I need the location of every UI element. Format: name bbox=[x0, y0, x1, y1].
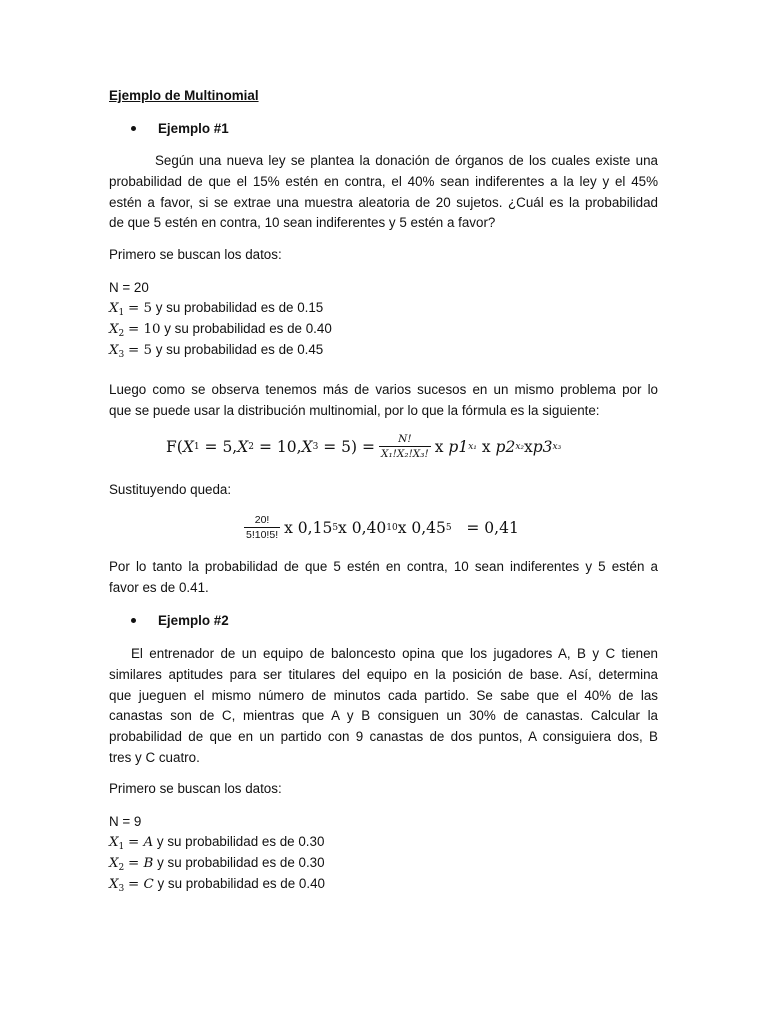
conclusion-line: favor es de 0.41. bbox=[109, 579, 209, 595]
example1-statement bbox=[109, 151, 658, 234]
example2-variable-row: $X_2 = B$ y su probabilidad es de 0.30 bbox=[109, 855, 325, 873]
example1-subst-intro: Sustituyendo queda: bbox=[109, 482, 232, 497]
example1-n-line: N = 20 bbox=[109, 280, 149, 295]
example1-variable-row: $X_3 = 5$ y su probabilidad es de 0.45 bbox=[109, 342, 324, 360]
example1-conclusion bbox=[109, 557, 658, 599]
example1-variable-row: $X_1 = 5$ y su probabilidad es de 0.15 bbox=[109, 300, 324, 318]
explanation-line: que se puede usar la distribución multinomial, por lo que la fórmula es la siguiente: bbox=[109, 402, 600, 418]
example2-variable-row: $X_3 = C$ y su probabilidad es de 0.40 bbox=[109, 876, 325, 894]
example2-heading: Ejemplo #2 bbox=[158, 613, 229, 628]
statement-line: probabilidad de que el 15% estén en contra, el 40% sean indiferentes a la ley y el 45% bbox=[109, 173, 658, 189]
substitution-fraction: $\frac{20!}{5!10!5!}$ bbox=[246, 514, 279, 541]
example1-bullet bbox=[109, 121, 229, 136]
multinomial-formula: F( X 1 = 5, X 2 = 10, X 3 = 5) = $\frac{N!}{\text{X₁!X₂!X₃!}}$ x p1 x₁ x p2 x₂ x p3 x₃ bbox=[166, 433, 562, 460]
example2-data-intro: Primero se buscan los datos: bbox=[109, 781, 282, 796]
explanation-line: Luego como se observa tenemos más de varios sucesos en un mismo problema por lo bbox=[109, 382, 658, 397]
statement-line: canastas son de C, mientras que A y B consiguen un 30% de canastas. Calcular la bbox=[109, 708, 658, 724]
statement-line: El entrenador de un equipo de baloncesto opina que los jugadores A, B y C tienen bbox=[131, 646, 658, 661]
statement-line: similares aptitudes para ser titulares del equipo en la posición de base. Así, determina bbox=[109, 666, 658, 682]
bullet-dot-icon bbox=[131, 126, 136, 131]
example1-data-intro: Primero se buscan los datos: bbox=[109, 247, 282, 262]
example1-heading: Ejemplo #1 bbox=[158, 121, 229, 136]
formula-fraction: $\frac{N!}{\text{X₁!X₂!X₃!}}$ bbox=[381, 433, 429, 460]
statement-line: estén a favor, si se extrae una muestra aleatoria de 20 sujetos. ¿Cuál es la probabilidad bbox=[109, 194, 658, 210]
statement-line: de que 5 estén en contra, 10 sean indiferentes y 5 estén a favor? bbox=[109, 215, 496, 231]
bullet-dot-icon bbox=[131, 618, 136, 623]
example1-variable-row: $X_2 = 10$ y su probabilidad es de 0.40 bbox=[109, 321, 332, 339]
statement-line: tres y C cuatro. bbox=[109, 749, 200, 765]
example2-variable-row: $X_1 = A$ y su probabilidad es de 0.30 bbox=[109, 834, 325, 852]
statement-line: Según una nueva ley se plantea la donación de órganos de los cuales existe una bbox=[155, 153, 658, 168]
example2-bullet bbox=[109, 613, 229, 628]
example2-n-line: N = 9 bbox=[109, 814, 142, 829]
substitution-formula: $\frac{20!}{5!10!5!}$ x 0,15 5 x 0,40 10 x 0,45 5 = 0,41 bbox=[246, 514, 519, 541]
statement-line: probabilidad de que en un partido con 9 canastas de dos puntos, A consiguiera dos, B bbox=[109, 729, 658, 745]
example2-statement bbox=[109, 644, 658, 769]
statement-line: que jueguen el mismo número de minutos cada partido. Se sabe que el 40% de las bbox=[109, 687, 658, 703]
example1-explanation bbox=[109, 380, 658, 422]
conclusion-line: Por lo tanto la probabilidad de que 5 estén en contra, 10 sean indiferentes y 5 estén a bbox=[109, 559, 658, 574]
document-title: Ejemplo de Multinomial bbox=[109, 88, 259, 103]
